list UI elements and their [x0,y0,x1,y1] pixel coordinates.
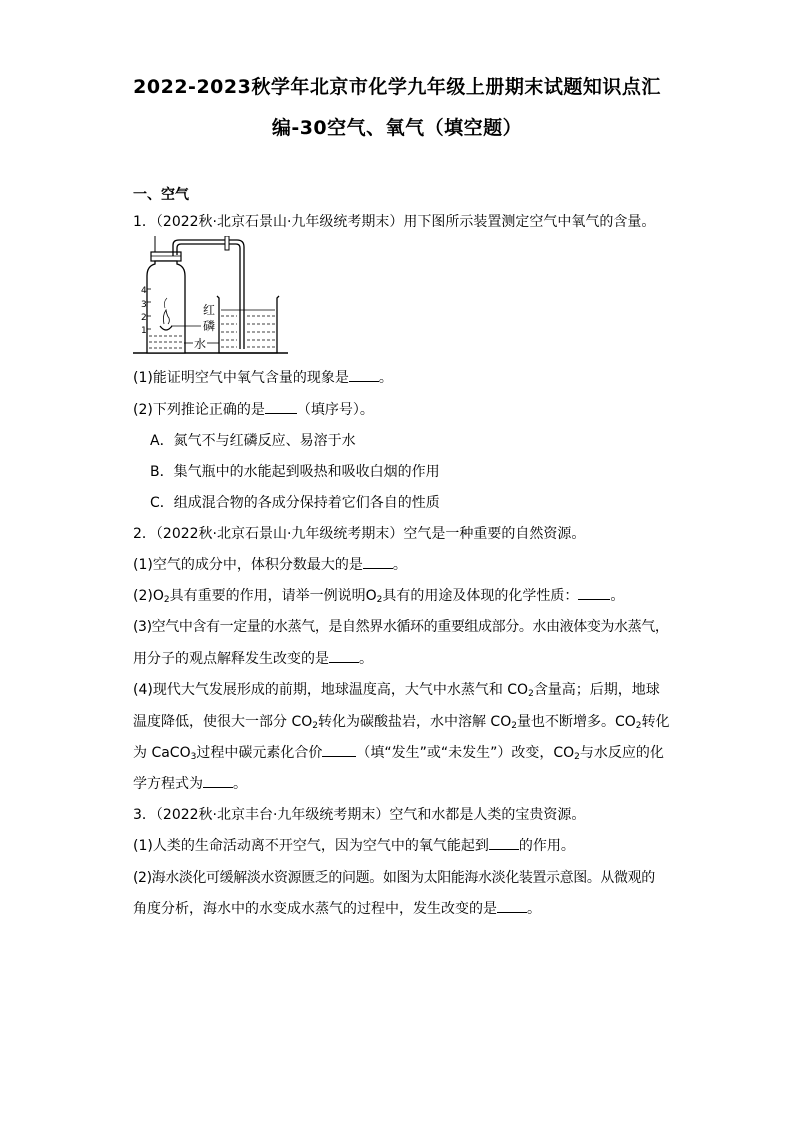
answer-blank[interactable] [578,587,610,600]
q2-part-4-line-2: 温度降低，使很大一部分 $CO_2$转化为碳酸盐岩，水中溶解 $CO_2$量也不断增多。$CO_2$转化 [133,714,670,731]
answer-blank[interactable] [349,369,379,382]
q3-part-2-line-2: 角度分析，海水中的水变成水蒸气的过程中，发生改变的是 。 [133,901,541,917]
q2-part-4-line-1: (4)现代大气发展形成的前期，地球温度高，大气中水蒸气和 $CO_2$含量高；后期，地球 [133,682,660,699]
label-phosphorus: 磷 [203,319,216,333]
q1-part-2: (2)下列推论正确的是 （填序号）。 [133,402,374,418]
scale-mark-3: 3 [141,300,147,310]
q2-part-1: (1)空气的成分中，体积分数最大的是 。 [133,557,407,573]
beaker [217,296,279,353]
scale-mark-1: 1 [141,326,147,336]
page-title-line-2: 编-30空气、氧气（填空题） [271,117,523,139]
q2-part-2: $(2)O_2$具有重要的作用，请举一例说明$O_2$具有的用途及体现的化学性质： 。 [133,588,625,605]
answer-blank[interactable] [203,775,233,788]
scale-mark-2: 2 [141,313,147,323]
oxygen-measurement-apparatus-figure [133,236,293,362]
answer-blank[interactable] [329,650,359,663]
scale-mark-4: 4 [141,286,147,296]
connecting-tube [177,244,240,349]
q2-part-4-line-4: 学方程式为 。 [133,776,247,792]
page-title-line-1: 2022-2023秋学年北京市化学九年级上册期末试题知识点汇 [133,76,661,98]
answer-blank[interactable] [363,556,393,569]
label-red: 红 [203,303,216,317]
q2-part-3-line-2: 用分子的观点解释发生改变的是 。 [133,651,373,667]
apparatus-diagram [133,236,293,358]
q1-option-c: C．组成混合物的各成分保持着它们各自的性质 [150,495,440,511]
q1-option-b: B．集气瓶中的水能起到吸热和吸收白烟的作用 [150,464,440,480]
q2-part-3-line-1: (3)空气中含有一定量的水蒸气，是自然界水循环的重要组成部分。水由液体变为水蒸气， [133,619,669,635]
q2-part-4-line-3: 为 CaCO$_3$过程中碳元素化合价 （填“发生”或“未发生”）改变，$CO_2$与水反应的化 [133,745,664,762]
question-1-stem: 1．（2022秋·北京石景山·九年级统考期末）用下图所示装置测定空气中氧气的含量。 [133,214,656,230]
section-heading-air: 一、空气 [133,187,189,203]
q1-option-a: A．氮气不与红磷反应、易溶于水 [150,433,356,449]
q3-part-2-line-1: (2)海水淡化可缓解淡水资源匮乏的问题。如图为太阳能海水淡化装置示意图。从微观的 [133,870,655,886]
tube-clamp [225,236,229,250]
question-2-stem: 2．（2022秋·北京石景山·九年级统考期末）空气是一种重要的自然资源。 [133,526,586,542]
question-3-stem: 3．（2022秋·北京丰台·九年级统考期末）空气和水都是人类的宝贵资源。 [133,807,586,823]
label-water: 水 [194,337,207,351]
answer-blank[interactable] [497,900,527,913]
q3-part-1: (1)人类的生命活动离不开空气，因为空气中的氧气能起到 的作用。 [133,838,575,854]
answer-blank[interactable] [322,744,356,757]
answer-blank[interactable] [489,837,519,850]
q1-part-1: (1)能证明空气中氧气含量的现象是 。 [133,370,393,386]
answer-blank[interactable] [265,401,297,414]
